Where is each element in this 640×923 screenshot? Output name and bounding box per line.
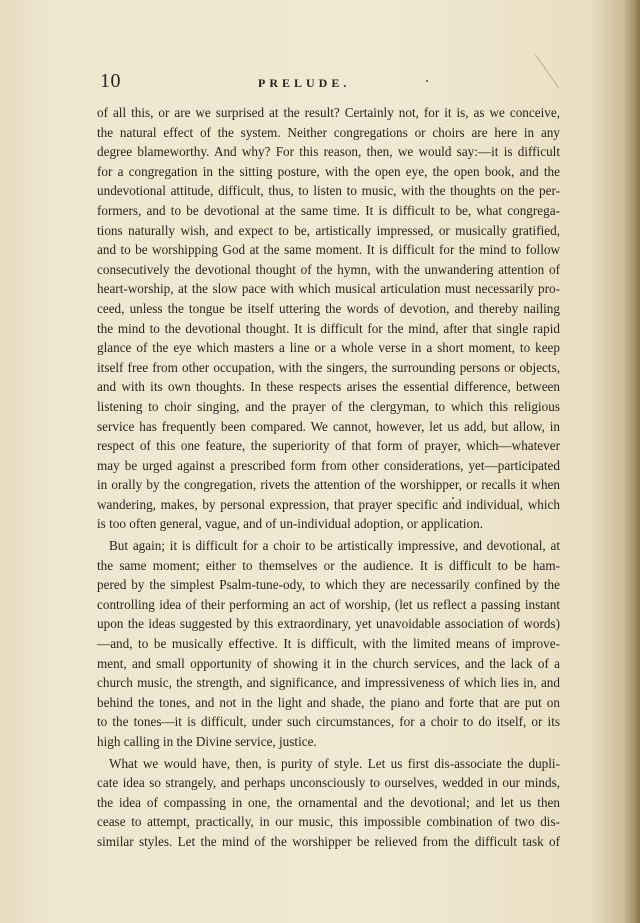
text-line: But again; it is difficult for a choir to be artistically impressive, and devotional, at bbox=[109, 538, 560, 554]
text-line: the idea of compassing in one, the ornamental and the devotional; and let us then bbox=[97, 794, 560, 810]
paragraph-2 bbox=[97, 536, 560, 752]
running-head: PRELUDE. bbox=[258, 76, 351, 90]
text-line: the mind to the devotional thought. It is difficult for the mind, after that single rapid bbox=[97, 320, 560, 336]
page-number: 10 bbox=[100, 70, 121, 92]
text-line: formers, and to be devotional at the same time. It is difficult to be, what congrega- bbox=[97, 202, 560, 218]
page-edge-shadow bbox=[624, 0, 640, 923]
text-line: itself free from other occupation, with the singers, the surrounding persons or objects, bbox=[97, 359, 560, 375]
text-line: and to be worshipping God at the same moment. It is difficult for the mind to follow bbox=[97, 242, 560, 258]
page-header bbox=[100, 70, 560, 94]
text-line: cate idea so strangely, and perhaps unconsciously to ourselves, wedded in our minds, bbox=[97, 775, 560, 791]
text-line: similar styles. Let the mind of the worshipper be relieved from the difficult task of bbox=[97, 833, 560, 849]
text-line: is too often general, vague, and of un-individual adoption, or application. bbox=[97, 516, 483, 532]
text-line: tions naturally wish, and expect to be, artistically impressed, or musically gratified, bbox=[97, 222, 560, 238]
text-line: high calling in the Divine service, justice. bbox=[97, 734, 317, 749]
text-line: behind the tones, and not in the light and shade, the piano and forte that are put on bbox=[97, 694, 560, 710]
text-line: pered by the simplest Psalm-tune-ody, to which they are necessarily confined by the bbox=[97, 577, 560, 593]
text-line: of all this, or are we surprised at the result? Certainly not, for it is, as we conceive, bbox=[97, 105, 560, 120]
text-line: cease to attempt, practically, in our music, this impossible combination of two dis- bbox=[97, 814, 560, 830]
text-line: to the tones—it is difficult, under such circumstances, for a choir to do itself, or its bbox=[97, 714, 560, 730]
text-line: and with its own thoughts. In these respects arises the essential difference, between bbox=[97, 379, 560, 395]
text-line: in orally by the congregation, rivets the attention of the worshipper, or recalls it when bbox=[97, 477, 560, 493]
paragraph-1 bbox=[97, 103, 560, 534]
text-line: may be urged against a prescribed form from other considerations, yet—participated bbox=[97, 457, 560, 473]
text-line: upon the ideas suggested by this extraordinary, yet unavoidable association of words) bbox=[97, 616, 560, 632]
text-line: for a congregation in the sitting posture, with the open eye, the open book, and the bbox=[97, 163, 560, 179]
text-line: consecutively the devotional thought of the hymn, with the unwandering attention of bbox=[97, 261, 560, 277]
text-line: What we would have, then, is purity of style. Let us first dis-associate the dupli- bbox=[109, 755, 560, 771]
text-line: glance of the eye which masters a line or a whole verse in a short moment, to keep bbox=[97, 340, 560, 356]
text-line: controlling idea of their performing an act of worship, (let us reflect a passing instant bbox=[97, 596, 560, 612]
text-line: —and, to be musically effective. It is difficult, with the limited means of improve- bbox=[97, 636, 560, 652]
text-line: church music, the strength, and significance, and impressiveness of which lies in, and bbox=[97, 675, 560, 691]
text-line: service has frequently been compared. We cannot, however, let us add, but allow, in bbox=[97, 418, 560, 434]
text-line: undevotional attitude, difficult, thus, to listen to music, with the thoughts on the per- bbox=[97, 183, 560, 199]
text-line: listening to choir singing, and the prayer of the clergyman, to which this religious bbox=[97, 398, 560, 414]
text-line: degree blameworthy. And why? For this reason, then, we would say:—it is difficult bbox=[97, 144, 560, 160]
ink-speck bbox=[426, 80, 428, 82]
text-line: wandering, makes, by personal expression, that prayer specific and individual, which bbox=[97, 496, 560, 512]
text-line: ceed, unless the tongue be itself uttering the words of devotion, and thereby nailing bbox=[97, 300, 560, 316]
text-line: the natural effect of the system. Neither congregations or choirs are here in any bbox=[97, 124, 560, 140]
text-line: respect of this one feature, the superiority of that form of prayer, which—whatever bbox=[97, 438, 560, 454]
text-line: the same moment; either to themselves or the audience. It is difficult to be ham- bbox=[97, 557, 560, 573]
text-line: ment, and small opportunity of showing it in the church services, and the lack of a bbox=[97, 655, 560, 671]
text-line: heart-worship, at the slow pace with which musical articulation must necessarily pro- bbox=[97, 281, 560, 297]
body-text bbox=[97, 103, 560, 852]
paragraph-3 bbox=[97, 754, 560, 852]
